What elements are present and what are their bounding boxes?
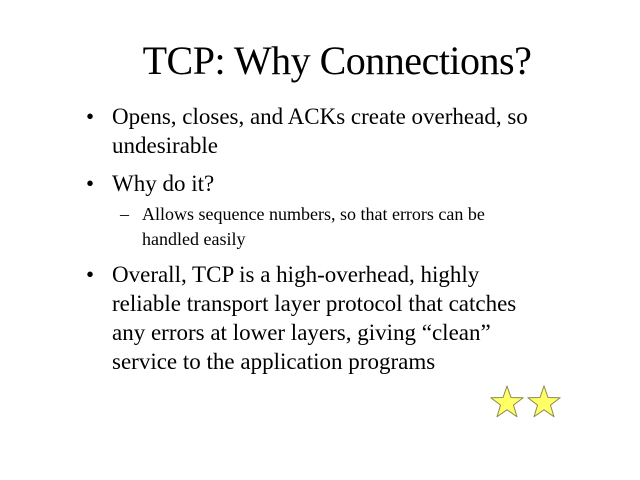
bullet-line: Opens, closes, and ACKs create overhead, so — [112, 104, 528, 129]
bullet-line: reliable transport layer protocol that catches — [112, 291, 517, 316]
sub-bullet-marker: – — [120, 204, 129, 224]
sub-bullet-line: handled easily — [142, 229, 246, 249]
bullet-marker: • — [86, 262, 95, 287]
bullet-line: Overall, TCP is a high-overhead, highly — [112, 262, 480, 287]
sub-bullet-text — [142, 202, 582, 252]
bullet-text — [112, 169, 582, 198]
star-icon — [491, 386, 523, 417]
star-icon — [528, 386, 560, 417]
bullet-line: any errors at lower layers, giving “clean” — [112, 320, 491, 345]
bullet-line: service to the application programs — [112, 349, 436, 374]
bullet-marker: • — [86, 104, 95, 129]
bullet-text — [112, 102, 582, 160]
bullet-marker: • — [86, 171, 95, 196]
slide-title: TCP: Why Connections? — [142, 38, 532, 83]
bullet-line: Why do it? — [112, 171, 215, 196]
star-rating — [488, 384, 564, 420]
bullet-line: undesirable — [112, 133, 219, 158]
sub-bullet-line: Allows sequence numbers, so that errors can be — [142, 204, 485, 224]
bullet-text — [112, 260, 582, 376]
